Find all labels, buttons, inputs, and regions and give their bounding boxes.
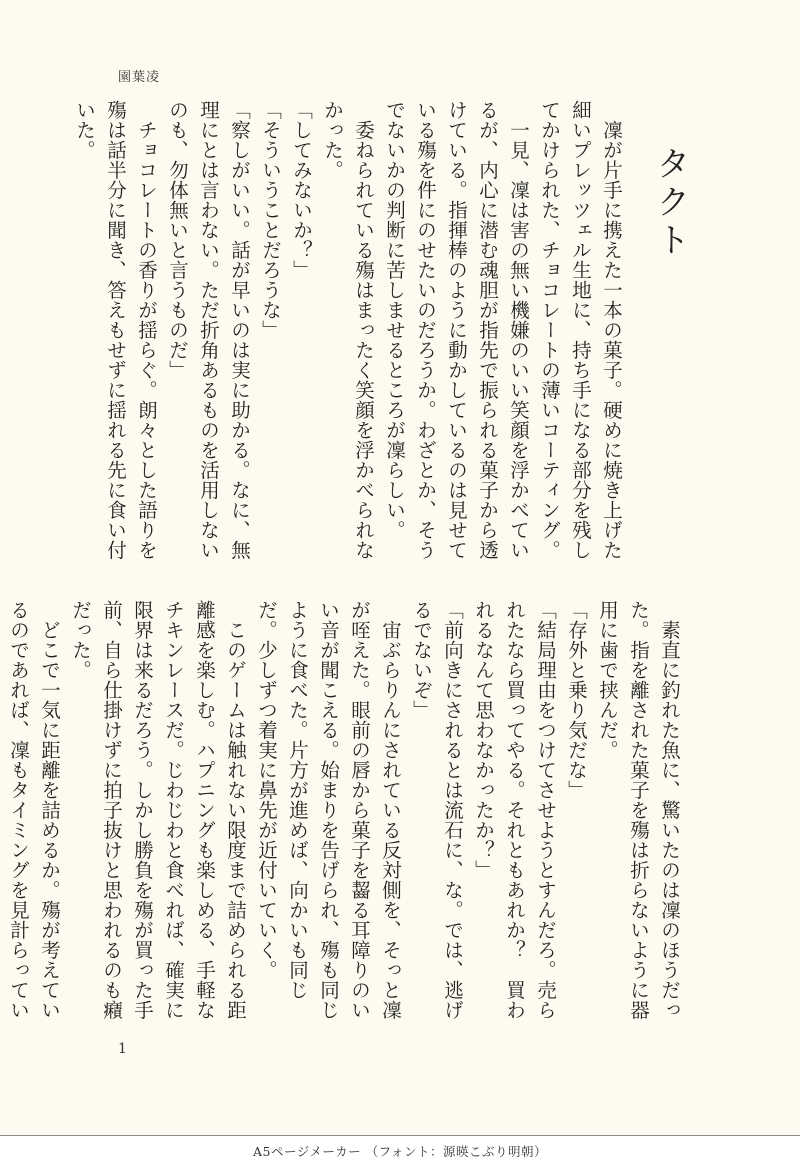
paragraph: 「結局理由をつけてさせようとすんだろ。売られたなら買ってやる。それともあれか？ 買われるなんて思わなかったか？」 — [472, 600, 557, 1020]
paragraph: チョコレートの香りが揺らぐ。朗々とした語りを殤は話半分に聞き、答えもせずに揺れる先に食い付いた。 — [73, 100, 158, 560]
paragraph: 「そういうことだろうな」 — [259, 100, 282, 340]
paragraph: 委ねられている殤はまったく笑顔を浮かべられなかった。 — [321, 100, 375, 560]
story-title: タクト — [650, 146, 690, 260]
text-block-upper — [73, 100, 627, 560]
paragraph: 「前向きにされるとは流石に、な。では、逃げるでないぞ」 — [410, 600, 464, 1020]
paragraph: 「察しがいい。話が早いのは実に助かる。なに、無理にとは言わない。ただ折角あるものを活用しないのも、勿体無いと言うものだ」 — [166, 100, 251, 560]
paragraph: 「存外と乗り気だな」 — [565, 600, 588, 800]
paragraph: 宙ぶらりんにされている反対側を、そっと凜が咥えた。眼前の唇から菓子を齧る耳障りのいい音が聞こえる。始まりを告げられ、殤も同じように食べた。片方が進めば、向かいも同じだ。少しずつ着実に鼻先が近付いていく。 — [255, 600, 402, 1020]
page-number: 1 — [118, 1041, 127, 1057]
paragraph: 凜が片手に携えた一本の菓子。硬めに焼き上げた細いプレッツェル生地に、持ち手になる部分を残してかけられた、チョコレートの薄いコーティング。 — [538, 100, 623, 560]
paragraph: 「してみないか？」 — [290, 100, 313, 280]
generator-caption: A5ページメーカー （フォント：源暎こぶり明朝） — [253, 1144, 547, 1159]
paragraph: 一見、凜は害の無い機嫌のいい笑顔を浮かべているが、内心に潜む魂胆が指先で振られる菓子から透けている。指揮棒のように動かしているのは見せている殤を件にのせたいのだろうか。わざとか、そうでないかの判断に苦しませるところが凜らしい。 — [383, 100, 530, 560]
author-name: 園葉凌 — [118, 70, 161, 85]
paragraph: どこで一気に距離を詰めるか。殤が考えているのであれば、凜もタイミングを見計らってい — [7, 600, 61, 1020]
paragraph: 素直に釣れた魚に、驚いたのは凜のほうだった。指を離された菓子を殤は折らないように器用に歯で挟んだ。 — [596, 600, 681, 1020]
paragraph: このゲームは触れない限度まで詰められる距離感を楽しむ。ハプニングも楽しめる、手軽なチキンレースだ。じわじわと食べれば、確実に限界は来るだろう。しかし勝負を殤が買った手前、自ら仕掛けずに拍子抜けと思われるのも癪だった。 — [69, 600, 247, 1020]
text-block-lower — [7, 600, 685, 1020]
